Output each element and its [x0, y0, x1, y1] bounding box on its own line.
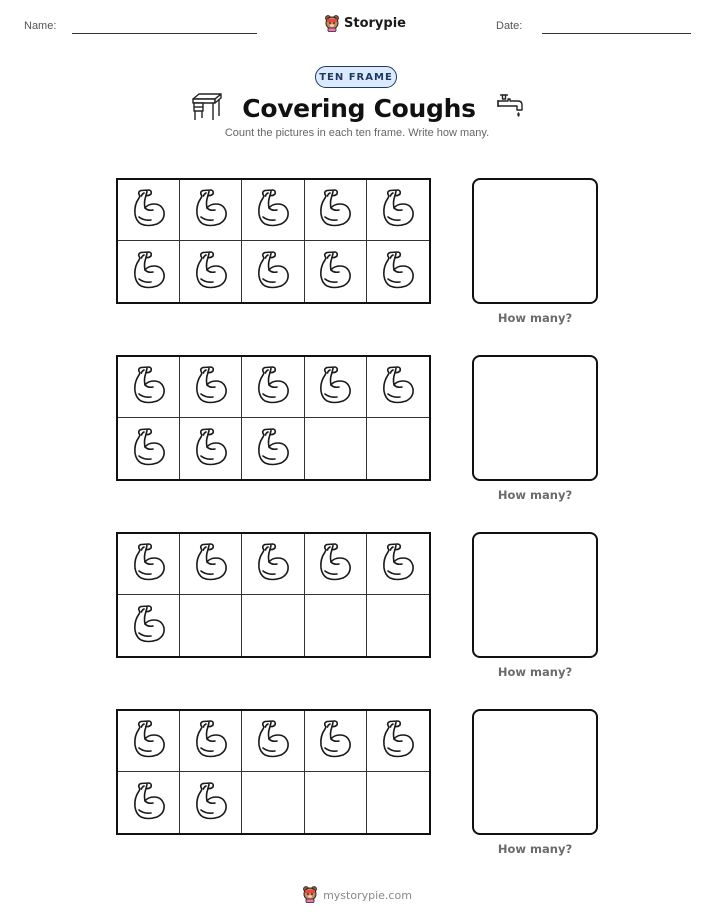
ten-frame-cell	[242, 241, 304, 302]
bear-mascot-icon	[302, 885, 318, 906]
ten-frame-cell	[305, 772, 367, 833]
ten-frame	[116, 532, 431, 658]
ten-frame-cell	[305, 418, 367, 479]
flexed-biceps-icon	[378, 541, 418, 587]
how-many-label: How many?	[497, 842, 573, 856]
ten-frame-cell	[367, 241, 429, 302]
footer	[250, 885, 464, 905]
name-line[interactable]	[72, 33, 257, 34]
flexed-biceps-icon	[315, 364, 355, 410]
ten-frame-cell	[118, 180, 180, 241]
how-many-label: How many?	[497, 665, 573, 679]
flexed-biceps-icon	[191, 249, 231, 295]
ten-frame-cell	[305, 180, 367, 241]
flexed-biceps-icon	[129, 603, 169, 649]
answer-box[interactable]	[472, 709, 598, 835]
ten-frame-cell	[118, 772, 180, 833]
ten-frame	[116, 178, 431, 304]
ten-frame-cell	[305, 241, 367, 302]
ten-frame	[116, 709, 431, 835]
storypie-logo	[324, 13, 406, 33]
answer-box[interactable]	[472, 532, 598, 658]
flexed-biceps-icon	[129, 718, 169, 764]
flexed-biceps-icon	[191, 364, 231, 410]
flexed-biceps-icon	[191, 187, 231, 233]
ten-frame-cell	[367, 711, 429, 772]
ten-frame-cell	[242, 180, 304, 241]
flexed-biceps-icon	[378, 249, 418, 295]
ten-frame-cell	[305, 595, 367, 656]
ten-frame-cell	[180, 772, 242, 833]
flexed-biceps-icon	[315, 718, 355, 764]
ten-frame-cell	[180, 241, 242, 302]
how-many-label: How many?	[497, 488, 573, 502]
ten-frame-cell	[118, 357, 180, 418]
ten-frame-cell	[305, 357, 367, 418]
ten-frame-cell	[242, 534, 304, 595]
ten-frame-cell	[180, 180, 242, 241]
ten-frame-cell	[367, 180, 429, 241]
flexed-biceps-icon	[253, 541, 293, 587]
ten-frame-cell	[242, 772, 304, 833]
flexed-biceps-icon	[253, 426, 293, 472]
flexed-biceps-icon	[129, 426, 169, 472]
ten-frame-cell	[305, 711, 367, 772]
flexed-biceps-icon	[253, 249, 293, 295]
faucet-icon	[494, 91, 524, 125]
date-label: Date:	[496, 20, 523, 32]
ten-frame-cell	[367, 772, 429, 833]
flexed-biceps-icon	[253, 187, 293, 233]
flexed-biceps-icon	[191, 541, 231, 587]
flexed-biceps-icon	[191, 426, 231, 472]
ten-frame-cell	[118, 595, 180, 656]
flexed-biceps-icon	[253, 364, 293, 410]
flexed-biceps-icon	[378, 187, 418, 233]
name-label: Name:	[24, 20, 57, 32]
flexed-biceps-icon	[129, 364, 169, 410]
ten-frame-cell	[242, 357, 304, 418]
ten-frame-cell	[180, 418, 242, 479]
ten-frame-cell	[242, 595, 304, 656]
bear-mascot-icon	[324, 14, 340, 32]
flexed-biceps-icon	[129, 249, 169, 295]
ten-frame-cell	[367, 418, 429, 479]
ten-frame-cell	[367, 357, 429, 418]
ten-frame-badge: TEN FRAME	[315, 66, 397, 88]
flexed-biceps-icon	[378, 718, 418, 764]
ten-frame-cell	[180, 357, 242, 418]
brand-name: Storypie	[344, 15, 406, 31]
ten-frame-cell	[118, 241, 180, 302]
instructions: Count the pictures in each ten frame. Write how many.	[224, 127, 490, 139]
flexed-biceps-icon	[315, 187, 355, 233]
answer-box[interactable]	[472, 178, 598, 304]
ten-frame-cell	[367, 595, 429, 656]
ten-frame-cell	[242, 711, 304, 772]
date-line[interactable]	[542, 33, 691, 34]
flexed-biceps-icon	[315, 249, 355, 295]
flexed-biceps-icon	[315, 541, 355, 587]
flexed-biceps-icon	[129, 780, 169, 826]
flexed-biceps-icon	[378, 364, 418, 410]
flexed-biceps-icon	[129, 187, 169, 233]
desk-icon	[190, 89, 224, 127]
ten-frame-cell	[118, 711, 180, 772]
ten-frame-cell	[305, 534, 367, 595]
ten-frame-cell	[367, 534, 429, 595]
ten-frame-cell	[180, 595, 242, 656]
ten-frame-cell	[180, 711, 242, 772]
footer-url: mystorypie.com	[323, 888, 412, 902]
ten-frame-cell	[118, 418, 180, 479]
flexed-biceps-icon	[191, 780, 231, 826]
ten-frame-cell	[180, 534, 242, 595]
ten-frame-cell	[118, 534, 180, 595]
page-title: Covering Coughs	[242, 93, 476, 123]
how-many-label: How many?	[497, 311, 573, 325]
ten-frame	[116, 355, 431, 481]
flexed-biceps-icon	[191, 718, 231, 764]
answer-box[interactable]	[472, 355, 598, 481]
flexed-biceps-icon	[253, 718, 293, 764]
flexed-biceps-icon	[129, 541, 169, 587]
ten-frame-cell	[242, 418, 304, 479]
page-title-row	[170, 88, 544, 128]
